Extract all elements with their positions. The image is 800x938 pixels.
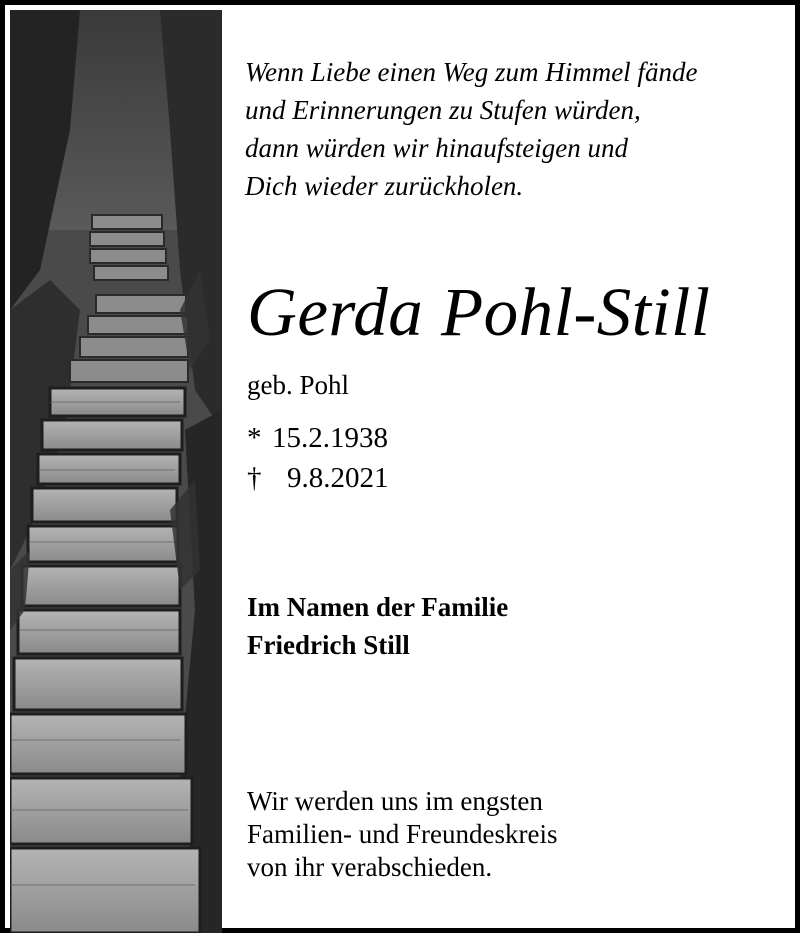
note-line: von ihr verabschieden. — [247, 852, 493, 882]
maiden-name: geb. Pohl — [247, 370, 350, 400]
stone-stairs-photo — [10, 10, 222, 933]
note-line: Familien- und Freundeskreis — [247, 819, 558, 849]
dagger-icon: † — [247, 462, 262, 494]
family-signature — [247, 588, 508, 664]
farewell-note — [247, 785, 557, 884]
verse-line: dann würden wir hinaufsteigen und — [245, 133, 628, 163]
verse-line: Dich wieder zurückholen. — [245, 171, 524, 201]
family-line: Friedrich Still — [247, 630, 410, 660]
obituary-text — [245, 5, 800, 938]
birth-row — [247, 418, 389, 458]
memorial-verse — [245, 53, 697, 205]
verse-line: Wenn Liebe einen Weg zum Himmel fände — [245, 57, 698, 87]
life-dates — [247, 418, 389, 498]
birth-star-icon: * — [247, 422, 262, 454]
deceased-name: Gerda Pohl-Still — [247, 274, 711, 350]
verse-line: und Erinnerungen zu Stufen würden, — [245, 95, 641, 125]
birth-date: 15.2.1938 — [272, 422, 388, 454]
death-date: 9.8.2021 — [287, 462, 389, 494]
family-line: Im Namen der Familie — [247, 592, 509, 622]
note-line: Wir werden uns im engsten — [247, 786, 543, 816]
death-row — [247, 458, 389, 498]
